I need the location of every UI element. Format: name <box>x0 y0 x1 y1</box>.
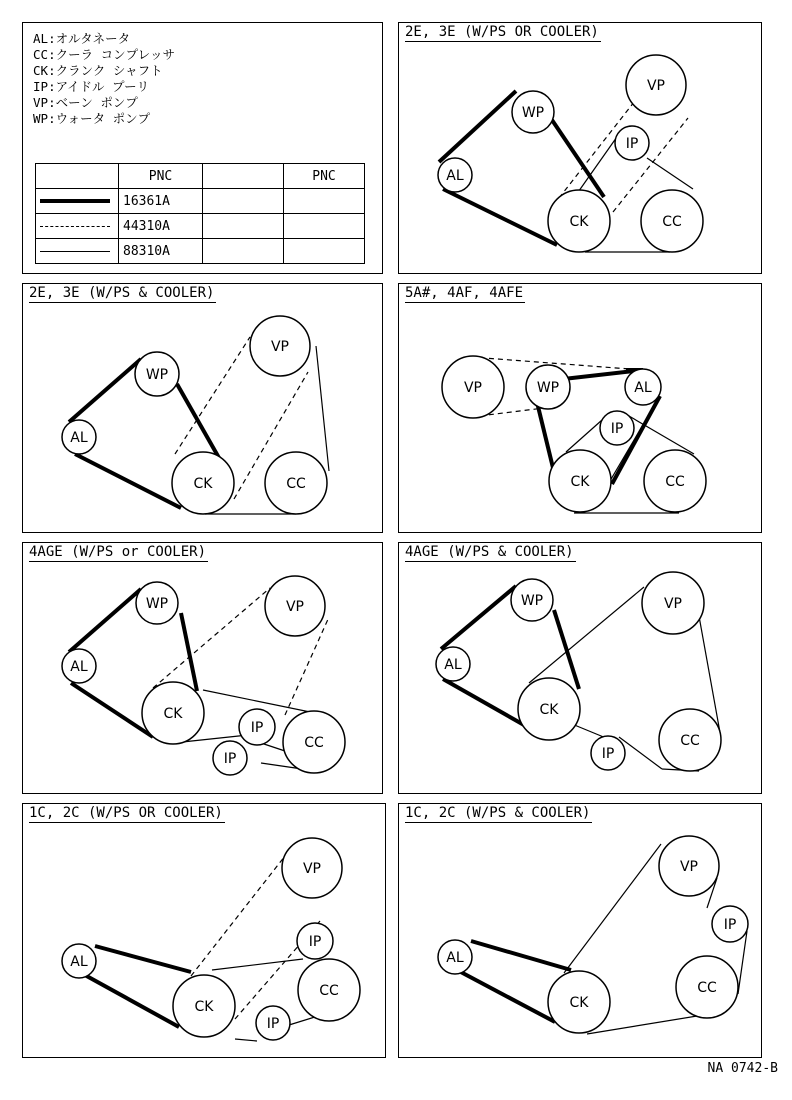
label-vp: VP <box>270 339 290 355</box>
panel-title: 2E, 3E (W/PS OR COOLER) <box>405 24 599 40</box>
label-cc: CC <box>680 733 700 749</box>
label-ip: IP <box>601 746 615 762</box>
label-ck: CK <box>193 476 213 492</box>
panel-title: 2E, 3E (W/PS & COOLER) <box>29 285 215 301</box>
label-ip: IP <box>250 720 264 736</box>
pnc-code-thin: 88310A <box>119 239 203 264</box>
label-vp: VP <box>285 599 305 615</box>
label-ip: IP <box>723 917 737 933</box>
label-al: AL <box>70 659 88 675</box>
pnc-code-thick: 16361A <box>119 189 203 214</box>
label-wp: WP <box>536 380 560 396</box>
label-ip: IP <box>610 421 624 437</box>
panel-title: 4AGE (W/PS or COOLER) <box>29 544 207 560</box>
diagram-5a-4af <box>398 283 762 533</box>
belt-diagram <box>399 543 763 795</box>
legend-vp: VP:ベーン ポンプ <box>33 95 138 110</box>
label-ck: CK <box>163 706 183 722</box>
belt-diagram <box>23 543 384 795</box>
label-wp: WP <box>520 593 544 609</box>
label-wp: WP <box>145 596 169 612</box>
label-al: AL <box>70 954 88 970</box>
belt-diagram <box>399 284 763 534</box>
panel-title: 5A#, 4AF, 4AFE <box>405 285 524 301</box>
thin-line-sample <box>40 251 110 252</box>
label-ck: CK <box>570 474 590 490</box>
pnc-header-1: PNC <box>119 164 203 189</box>
label-vp: VP <box>302 861 322 877</box>
label-cc: CC <box>286 476 306 492</box>
thick-line-sample <box>40 199 110 203</box>
pnc-header-2: PNC <box>284 164 365 189</box>
label-cc: CC <box>304 735 324 751</box>
label-cc: CC <box>697 980 717 996</box>
legend-cc: CC:クーラ コンプレッサ <box>33 47 175 62</box>
label-ip: IP <box>223 751 237 767</box>
label-vp: VP <box>646 78 666 94</box>
label-cc: CC <box>319 983 339 999</box>
label-wp: WP <box>521 105 545 121</box>
legend-ip: IP:アイドル プーリ <box>33 79 150 94</box>
legend-wp: WP:ウォータ ポンプ <box>33 111 151 126</box>
diagram-1c2c-or <box>22 803 386 1058</box>
belt-diagram <box>399 804 763 1059</box>
label-vp: VP <box>463 380 483 396</box>
panel-title: 1C, 2C (W/PS & COOLER) <box>405 805 591 821</box>
label-al: AL <box>70 430 88 446</box>
label-cc: CC <box>665 474 685 490</box>
label-ck: CK <box>194 999 214 1015</box>
label-ip: IP <box>308 934 322 950</box>
diagram-1c2c-and <box>398 803 762 1058</box>
belt-diagram <box>399 23 763 275</box>
belt-diagram <box>23 284 384 534</box>
diagram-2e3e-and <box>22 283 383 533</box>
label-vp: VP <box>679 859 699 875</box>
diagram-2e3e-or <box>398 22 762 274</box>
pnc-code-dashed: 44310A <box>119 214 203 239</box>
label-ip: IP <box>625 136 639 152</box>
dashed-line-sample <box>40 226 110 227</box>
label-cc: CC <box>662 214 682 230</box>
document-code: NA 0742-B <box>707 1061 778 1076</box>
label-al: AL <box>634 380 652 396</box>
label-al: AL <box>446 950 464 966</box>
diagram-4age-and <box>398 542 762 794</box>
label-al: AL <box>446 168 464 184</box>
label-ck: CK <box>569 214 589 230</box>
legend-ck: CK:クランク シャフト <box>33 63 163 78</box>
label-ip: IP <box>266 1016 280 1032</box>
label-al: AL <box>444 657 462 673</box>
panel-title: 1C, 2C (W/PS OR COOLER) <box>29 805 223 821</box>
label-wp: WP <box>145 367 169 383</box>
belt-diagram <box>23 804 387 1059</box>
pnc-table <box>35 163 365 264</box>
label-vp: VP <box>663 596 683 612</box>
legend-al: AL:オルタネータ <box>33 31 131 46</box>
label-ck: CK <box>569 995 589 1011</box>
label-ck: CK <box>539 702 559 718</box>
diagram-4age-or <box>22 542 383 794</box>
panel-title: 4AGE (W/PS & COOLER) <box>405 544 574 560</box>
legend-panel <box>22 22 383 274</box>
